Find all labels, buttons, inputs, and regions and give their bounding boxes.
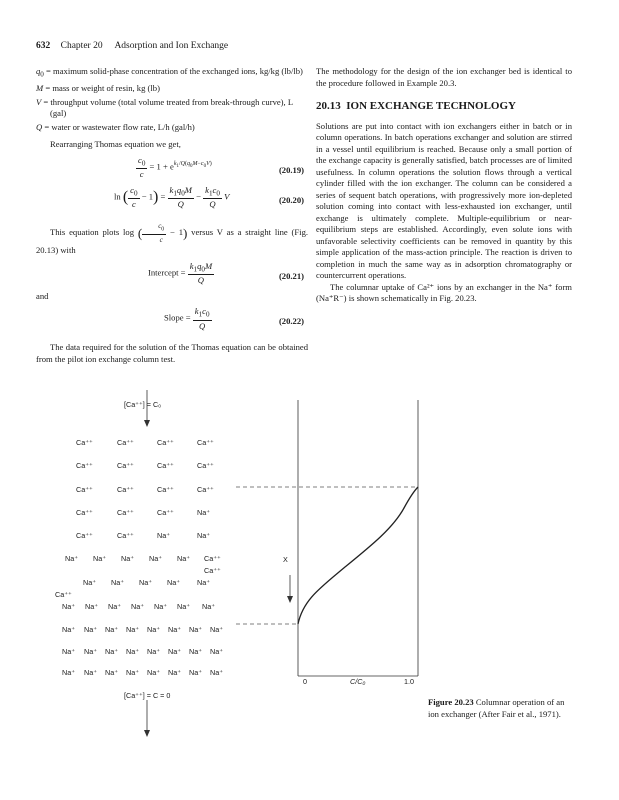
and-text: and [36, 290, 49, 301]
ion-label: Na⁺ [202, 602, 215, 611]
ion-label: Ca⁺⁺ [55, 590, 72, 599]
figure-caption: Figure 20.23 Columnar operation of an ion exchanger (After Fair et al., 1971). [428, 697, 565, 719]
ion-label: Na⁺ [139, 578, 152, 587]
def-v: V = throughput volume (total volume treated from break-through curve), L (gal) [36, 96, 293, 119]
ion-label: Na⁺ [197, 531, 210, 540]
ion-label: Na⁺ [147, 647, 160, 656]
ion-label: Na⁺ [177, 602, 190, 611]
ion-label: Na⁺ [168, 625, 181, 634]
ion-label: Ca⁺⁺ [76, 531, 93, 540]
ion-label: Na⁺ [168, 668, 181, 677]
axis-start-label: 0 [303, 677, 307, 686]
section-heading: 20.13 ION EXCHANGE TECHNOLOGY [316, 100, 516, 112]
ion-label: Na⁺ [197, 578, 210, 587]
def-q0: $q_0$ = maximum solid-phase concentration of the exchanged ions, kg/kg (lb/lb) [36, 66, 303, 79]
rearranging-text: Rearranging Thomas equation we get, [50, 139, 181, 150]
ion-label: Na⁺ [108, 602, 121, 611]
plot-text: This equation plots log ( $\frac{c_0}{c}$ − 1) versus V as a straight line (Fig. 20.13) with [36, 221, 309, 256]
ion-label: Ca⁺⁺ [117, 508, 134, 517]
ion-label: Na⁺ [167, 578, 180, 587]
ion-label: Na⁺ [147, 625, 160, 634]
ion-label: Na⁺ [105, 668, 118, 677]
equation-20-21: Intercept = $\frac{k_1q_0M}{Q}$ (20.21) [148, 260, 304, 286]
ion-label: Ca⁺⁺ [157, 485, 174, 494]
ion-label: Ca⁺⁺ [76, 461, 93, 470]
equation-20-22: Slope = $\frac{k_1c_0}{Q}$ (20.22) [164, 306, 304, 331]
ion-label: Na⁺ [84, 625, 97, 634]
ion-label: Na⁺ [177, 554, 190, 563]
ion-label: Na⁺ [93, 554, 106, 563]
equation-20-19: $\frac{c_0}{c}$ = $1 + e^{k_1/Q(q_0M-c_0V)}$ (20.19) [138, 154, 304, 180]
ion-label: Ca⁺⁺ [117, 531, 134, 540]
page-number: 632 [36, 41, 51, 51]
ion-label: Na⁺ [65, 554, 78, 563]
ion-label: Ca⁺⁺ [204, 554, 221, 563]
effluent-label: [Ca⁺⁺] = C = 0 [124, 691, 171, 700]
ion-label: Na⁺ [62, 647, 75, 656]
paragraph-2: The columnar uptake of Ca²⁺ ions by an exchanger in the Na⁺ form (Na⁺R⁻) is shown schematically in Fig. 20.23. [316, 281, 572, 303]
x-label: X [283, 555, 288, 564]
ion-label: Ca⁺⁺ [117, 461, 134, 470]
ion-label: Ca⁺⁺ [117, 438, 134, 447]
ion-label: Na⁺ [105, 647, 118, 656]
ion-label: Na⁺ [189, 668, 202, 677]
ion-label: Na⁺ [62, 602, 75, 611]
ion-label: Na⁺ [189, 625, 202, 634]
ion-label: Na⁺ [154, 602, 167, 611]
eq-number: (20.19) [278, 164, 304, 175]
ion-label: Na⁺ [84, 668, 97, 677]
def-q: Q = water or wastewater flow rate, L/h (gal/h) [36, 121, 195, 132]
ion-label: Na⁺ [210, 668, 223, 677]
ion-label: Na⁺ [62, 625, 75, 634]
ion-label: Na⁺ [84, 647, 97, 656]
ion-label: Na⁺ [210, 647, 223, 656]
ion-label: Na⁺ [147, 668, 160, 677]
intro-paragraph: The methodology for the design of the ion exchanger bed is identical to the procedure followed in Example 20.3. [316, 66, 572, 88]
axis-end-label: 1.0 [404, 677, 414, 686]
influent-label: [Ca⁺⁺] = C₀ [124, 400, 162, 409]
ion-label: Na⁺ [105, 625, 118, 634]
chapter-label: Chapter 20 [60, 41, 103, 51]
axis-mid-label: C/C₀ [350, 677, 366, 686]
closing-paragraph: The data required for the solution of the Thomas equation can be obtained from the pilot ion exchange column test. [36, 342, 308, 364]
eq-number: (20.20) [278, 194, 304, 205]
ion-label: Na⁺ [62, 668, 75, 677]
ion-label: Na⁺ [210, 625, 223, 634]
ion-label: Ca⁺⁺ [197, 461, 214, 470]
ion-label: Na⁺ [131, 602, 144, 611]
ion-label: Na⁺ [149, 554, 162, 563]
def-m: M = mass or weight of resin, kg (lb) [36, 83, 160, 94]
paragraph-1: Solutions are put into contact with ion exchangers either in batch or in column operations. In batch operations exchanger and solution are stirred in a vessel until equilibrium is reached. Because only a small portion of the exchange capacity is generally satisfied, batch processes are of limited usefulness. In column operations the solution flows through a vertical cylinder filled with the ion exchanger. The column can be considered a series of sequent batch operations, with progressively more ion-depleted solution coming into contact with less-exhausted ion exchanger, until exchange is ultimately complete. Multiple-equilibrium or near-equilibrium steps are established. Accordingly, even solute ions with unfavorable selectivity coefficients can be removed in quantity by this simple application of the mass-action principle. The reaction is driven to completion in much the same way as in adsorption chromatography or countercurrent operations. [316, 120, 572, 280]
ion-label: Na⁺ [85, 602, 98, 611]
ion-label: Na⁺ [197, 508, 210, 517]
ion-label: Ca⁺⁺ [204, 566, 221, 575]
ion-label: Na⁺ [189, 647, 202, 656]
ion-label: Na⁺ [126, 625, 139, 634]
ion-label: Ca⁺⁺ [157, 461, 174, 470]
ion-label: Na⁺ [111, 578, 124, 587]
ion-label: Ca⁺⁺ [76, 508, 93, 517]
equation-20-20: ln ( $\frac{c_0}{c}$ − 1) = $\frac{k_1q_0M}{Q}$ − $\frac{k_1c_0}{Q}$ V (20.20) [114, 184, 304, 210]
eq-number: (20.22) [278, 316, 304, 327]
ion-label: Ca⁺⁺ [76, 485, 93, 494]
ion-label: Ca⁺⁺ [76, 438, 93, 447]
ion-label: Na⁺ [157, 531, 170, 540]
ion-label: Ca⁺⁺ [197, 438, 214, 447]
eq-number: (20.21) [278, 270, 304, 281]
breakthrough-curve [298, 487, 418, 624]
ion-label: Na⁺ [168, 647, 181, 656]
ion-label: Na⁺ [83, 578, 96, 587]
ion-label: Ca⁺⁺ [157, 438, 174, 447]
ion-label: Ca⁺⁺ [197, 485, 214, 494]
ion-label: Ca⁺⁺ [117, 485, 134, 494]
chapter-title: Adsorption and Ion Exchange [114, 41, 229, 51]
ion-label: Na⁺ [121, 554, 134, 563]
ion-label: Na⁺ [126, 647, 139, 656]
ion-label: Na⁺ [126, 668, 139, 677]
ion-label: Ca⁺⁺ [157, 508, 174, 517]
